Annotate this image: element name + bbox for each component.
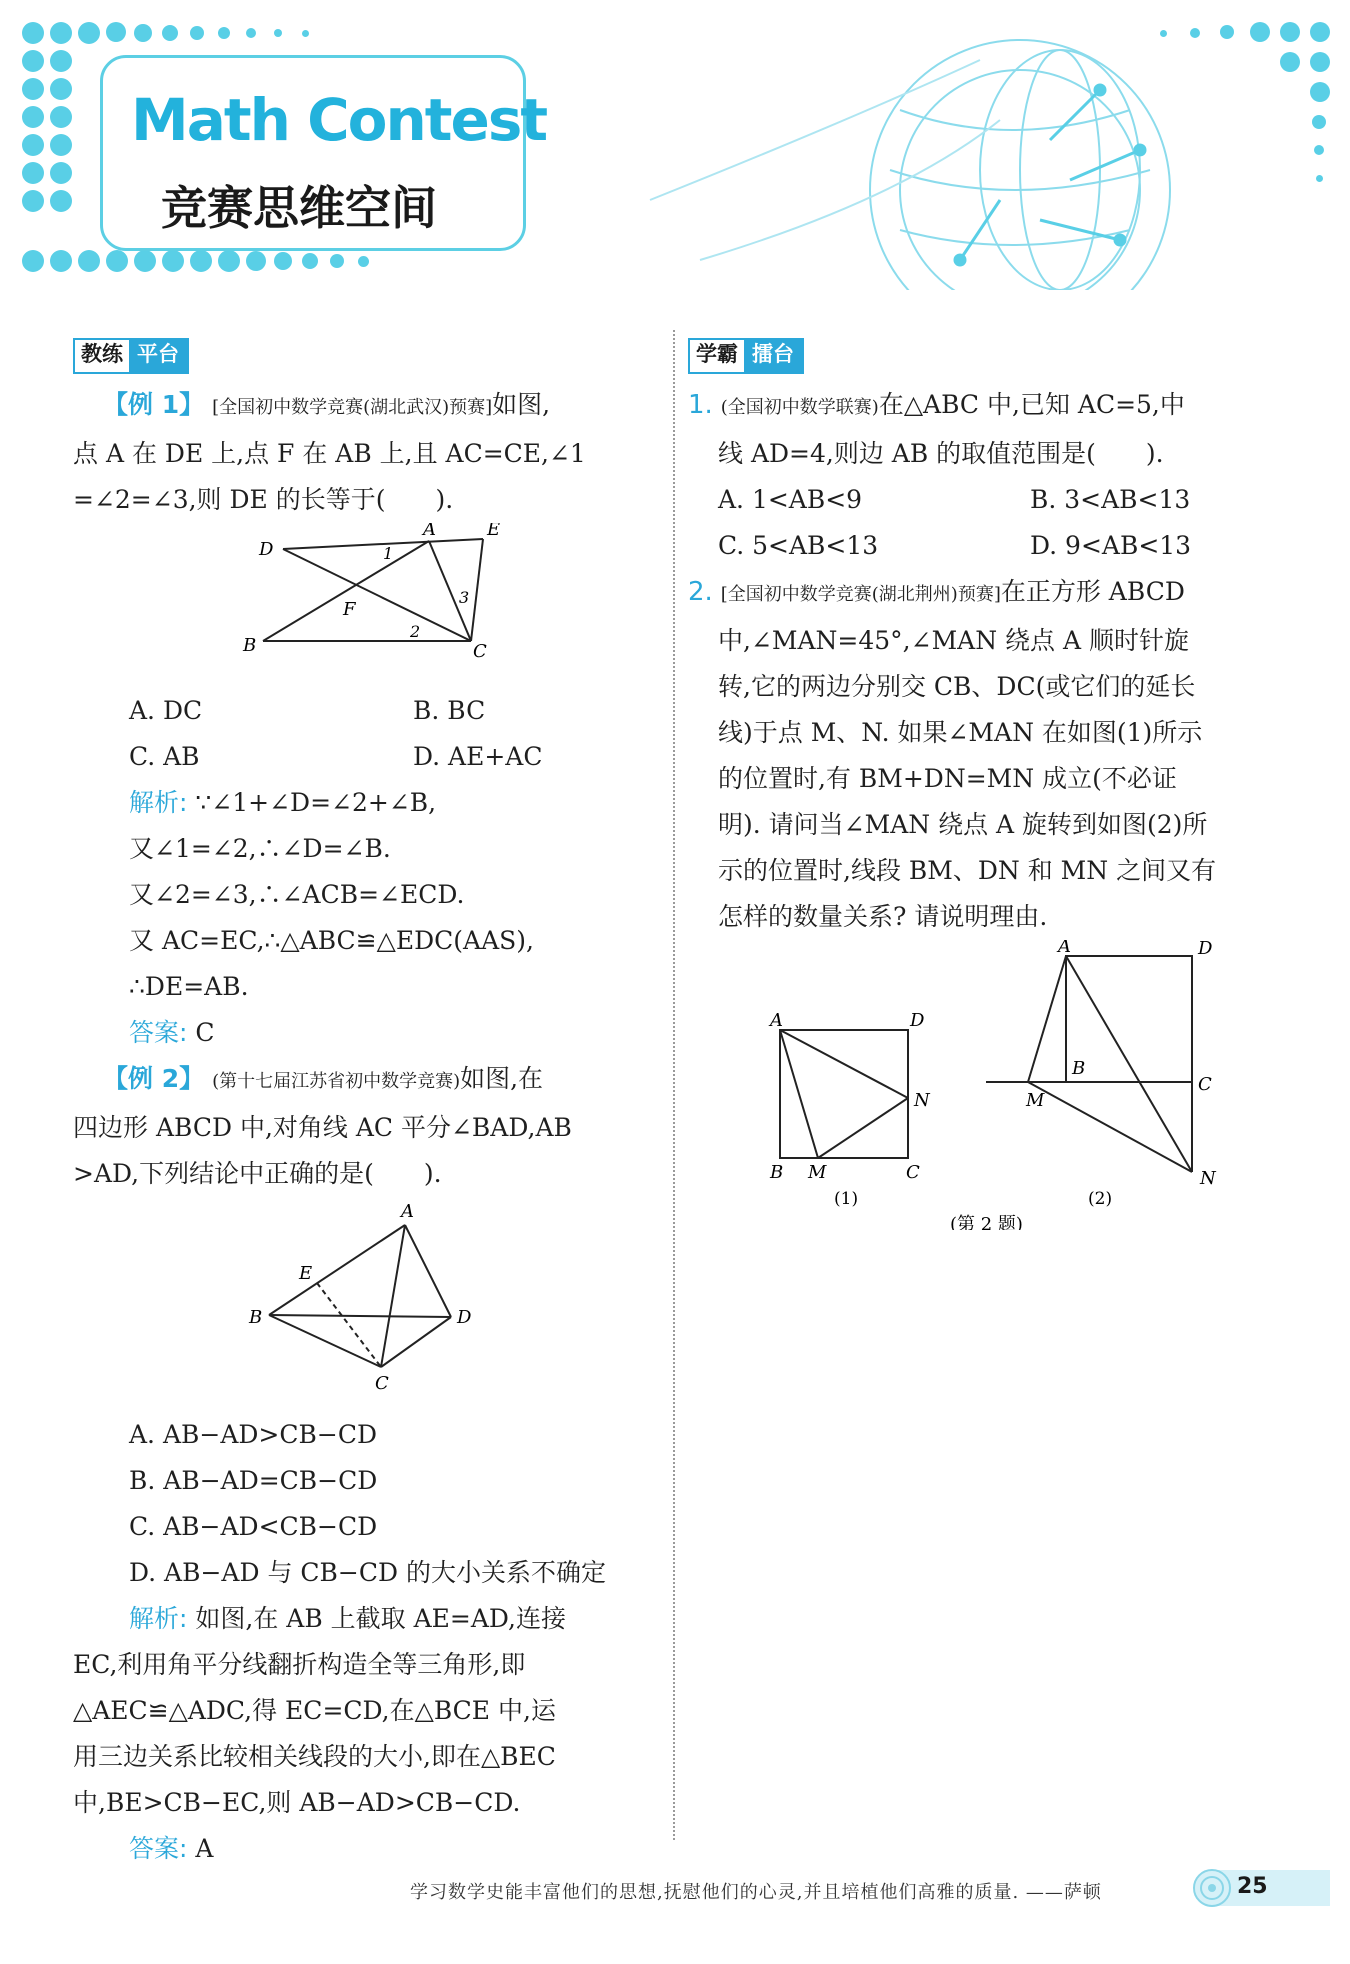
question-1-option-d: D. 9<AB<13 <box>1030 531 1192 560</box>
example-2-analysis-line-4: 用三边关系比较相关线段的大小,即在△BEC <box>73 1742 556 1771</box>
header-banner <box>0 0 1350 290</box>
question-1-option-a: A. 1<AB<9 <box>718 485 863 514</box>
fig1-label-B: B <box>243 635 257 656</box>
title-chinese: 竞赛思维空间 <box>161 181 437 235</box>
example-2-analysis-line-5: 中,BE>CB−EC,则 AB−AD>CB−CD. <box>73 1788 521 1817</box>
example-1-option-c: C. AB <box>129 742 200 771</box>
question-1-option-b: B. 3<AB<13 <box>1030 485 1191 514</box>
q2-fig2-label-N: N <box>1200 1168 1216 1189</box>
question-2-line-7: 示的位置时,线段 BM、DN 和 MN 之间又有 <box>718 856 1217 885</box>
q2-figure-caption: (第 2 题) <box>950 1214 1023 1230</box>
example-1-option-b: B. BC <box>413 696 486 725</box>
right-column <box>688 330 1283 1245</box>
question-1-source: (全国初中数学联赛) <box>720 397 879 418</box>
question-2-source: [全国初中数学竞赛(湖北荆州)预赛] <box>720 584 1001 605</box>
example-1-analysis-line-5: ∴DE=AB. <box>129 972 249 1001</box>
question-1-number: 1. <box>688 390 713 420</box>
fig1-label-F: F <box>343 599 356 620</box>
question-1-line-2: 线 AD=4,则边 AB 的取值范围是( ). <box>718 439 1164 468</box>
question-2-line-6: 明). 请问当∠MAN 绕点 A 旋转到如图(2)所 <box>718 810 1208 839</box>
example-1-figure <box>73 523 663 673</box>
example-1-options-row-2 <box>73 734 663 780</box>
example-2-analysis-line-2: EC,利用角平分线翻折构造全等三角形,即 <box>73 1650 526 1679</box>
q2-fig1-label-D: D <box>910 1010 925 1031</box>
question-1-option-c: C. 5<AB<13 <box>718 531 879 560</box>
q2-fig1-label-N: N <box>914 1090 930 1111</box>
example-2-line-1: 如图,在 <box>460 1064 544 1093</box>
question-2-line-1: 在正方形 ABCD <box>1000 577 1185 606</box>
q2-fig2-label-A: A <box>1058 940 1071 957</box>
question-2-line-4: 线)于点 M、N. 如果∠MAN 在如图(1)所示 <box>718 718 1203 747</box>
title-english: Math Contest <box>131 86 547 154</box>
fig2-label-E: E <box>299 1263 313 1284</box>
example-2-option-b: B. AB−AD=CB−CD <box>129 1466 378 1495</box>
example-1 <box>73 382 663 1056</box>
example-2 <box>73 1056 663 1872</box>
q2-fig1-label-M: M <box>808 1162 827 1183</box>
footer-quote: 学习数学史能丰富他们的思想,抚慰他们的心灵,并且培植他们高雅的质量. ——萨顿 <box>410 1882 1102 1903</box>
badge-part-2: 擂台 <box>744 340 802 372</box>
q2-fig2-label-C: C <box>1198 1074 1212 1095</box>
q2-fig2-label-B: B <box>1072 1058 1086 1079</box>
section-badge-challenge <box>688 338 804 374</box>
example-1-option-d: D. AE+AC <box>413 742 543 771</box>
badge-part-1: 学霸 <box>690 340 744 372</box>
q2-fig2-label-D: D <box>1198 940 1213 959</box>
example-1-line-2: 点 A 在 DE 上,点 F 在 AB 上,且 AC=CE,∠1 <box>73 439 586 468</box>
fig2-label-A: A <box>401 1201 414 1222</box>
column-divider <box>673 330 675 1840</box>
example-1-analysis-line-4: 又 AC=EC,∴△ABC≌△EDC(AAS), <box>129 926 534 955</box>
q2-fig2-caption: (2) <box>1088 1189 1113 1209</box>
fig1-angle-1: 1 <box>383 544 394 563</box>
example-1-options-row-1 <box>73 688 663 734</box>
example-1-answer-label: 答案: <box>129 1018 188 1047</box>
question-2-line-5: 的位置时,有 BM+DN=MN 成立(不必证 <box>718 764 1177 793</box>
example-1-option-a: A. DC <box>129 696 203 725</box>
example-2-figure <box>73 1197 663 1397</box>
question-2-line-3: 转,它的两边分别交 CB、DC(或它们的延长 <box>718 672 1196 701</box>
example-2-label: 【例 2】 <box>103 1064 205 1093</box>
example-1-line-1: 如图, <box>492 390 551 419</box>
example-2-answer: A <box>195 1834 214 1863</box>
section-badge-coach <box>73 338 189 374</box>
question-2-number: 2. <box>688 577 713 607</box>
example-2-analysis-line-1: 如图,在 AB 上截取 AE=AD,连接 <box>195 1604 567 1633</box>
example-1-source: [全国初中数学竞赛(湖北武汉)预赛] <box>212 397 493 418</box>
question-1-options-row-2 <box>688 523 1283 569</box>
example-1-line-3: =∠2=∠3,则 DE 的长等于( ). <box>73 485 454 514</box>
fig1-label-C: C <box>473 641 487 662</box>
fig2-label-D: D <box>457 1307 472 1328</box>
badge-part-2: 平台 <box>129 340 187 372</box>
example-2-answer-label: 答案: <box>129 1834 188 1863</box>
fig2-label-B: B <box>249 1307 263 1328</box>
example-1-analysis-line-3: 又∠2=∠3,∴∠ACB=∠ECD. <box>129 880 465 909</box>
question-2-figures <box>688 940 1283 1230</box>
example-2-option-d: D. AB−AD 与 CB−CD 的大小关系不确定 <box>129 1558 606 1587</box>
example-1-answer: C <box>195 1018 215 1047</box>
fig2-label-C: C <box>375 1373 389 1394</box>
question-1-line-1: 在△ABC 中,已知 AC=5,中 <box>878 390 1185 419</box>
fig1-label-D: D <box>259 539 274 560</box>
example-1-analysis-line-2: 又∠1=∠2,∴∠D=∠B. <box>129 834 391 863</box>
example-2-line-3: >AD,下列结论中正确的是( ). <box>73 1159 442 1188</box>
question-1-options-row-1 <box>688 477 1283 523</box>
page-circle-icon <box>1190 1866 1236 1910</box>
fig1-label-A: A <box>423 523 436 540</box>
example-2-option-c: C. AB−AD<CB−CD <box>129 1512 378 1541</box>
q2-fig1-label-A: A <box>770 1010 783 1031</box>
q2-fig1-label-C: C <box>906 1162 920 1183</box>
question-1 <box>688 382 1283 569</box>
title-box <box>100 55 547 251</box>
left-column <box>73 330 663 1872</box>
example-2-analysis-label: 解析: <box>129 1604 188 1633</box>
example-2-line-2: 四边形 ABCD 中,对角线 AC 平分∠BAD,AB <box>73 1113 572 1142</box>
example-2-analysis-line-3: △AEC≌△ADC,得 EC=CD,在△BCE 中,运 <box>73 1696 556 1725</box>
page-number: 25 <box>1237 1874 1268 1899</box>
q2-fig2-label-M: M <box>1026 1090 1045 1111</box>
fig1-angle-2: 2 <box>410 622 421 641</box>
question-2-line-8: 怎样的数量关系? 请说明理由. <box>718 902 1048 931</box>
example-2-source: (第十七届江苏省初中数学竞赛) <box>212 1071 461 1092</box>
badge-part-1: 教练 <box>75 340 129 372</box>
example-2-option-a: A. AB−AD>CB−CD <box>129 1420 377 1449</box>
example-1-analysis-label: 解析: <box>129 788 188 817</box>
question-2 <box>688 569 1283 1245</box>
example-1-label: 【例 1】 <box>103 390 205 419</box>
question-2-line-2: 中,∠MAN=45°,∠MAN 绕点 A 顺时针旋 <box>718 626 1189 655</box>
q2-fig1-caption: (1) <box>834 1189 859 1209</box>
q2-fig1-label-B: B <box>770 1162 784 1183</box>
fig1-label-E: E <box>487 523 501 540</box>
example-1-analysis-line-1: ∵∠1+∠D=∠2+∠B, <box>195 788 437 817</box>
fig1-angle-3: 3 <box>459 588 470 607</box>
